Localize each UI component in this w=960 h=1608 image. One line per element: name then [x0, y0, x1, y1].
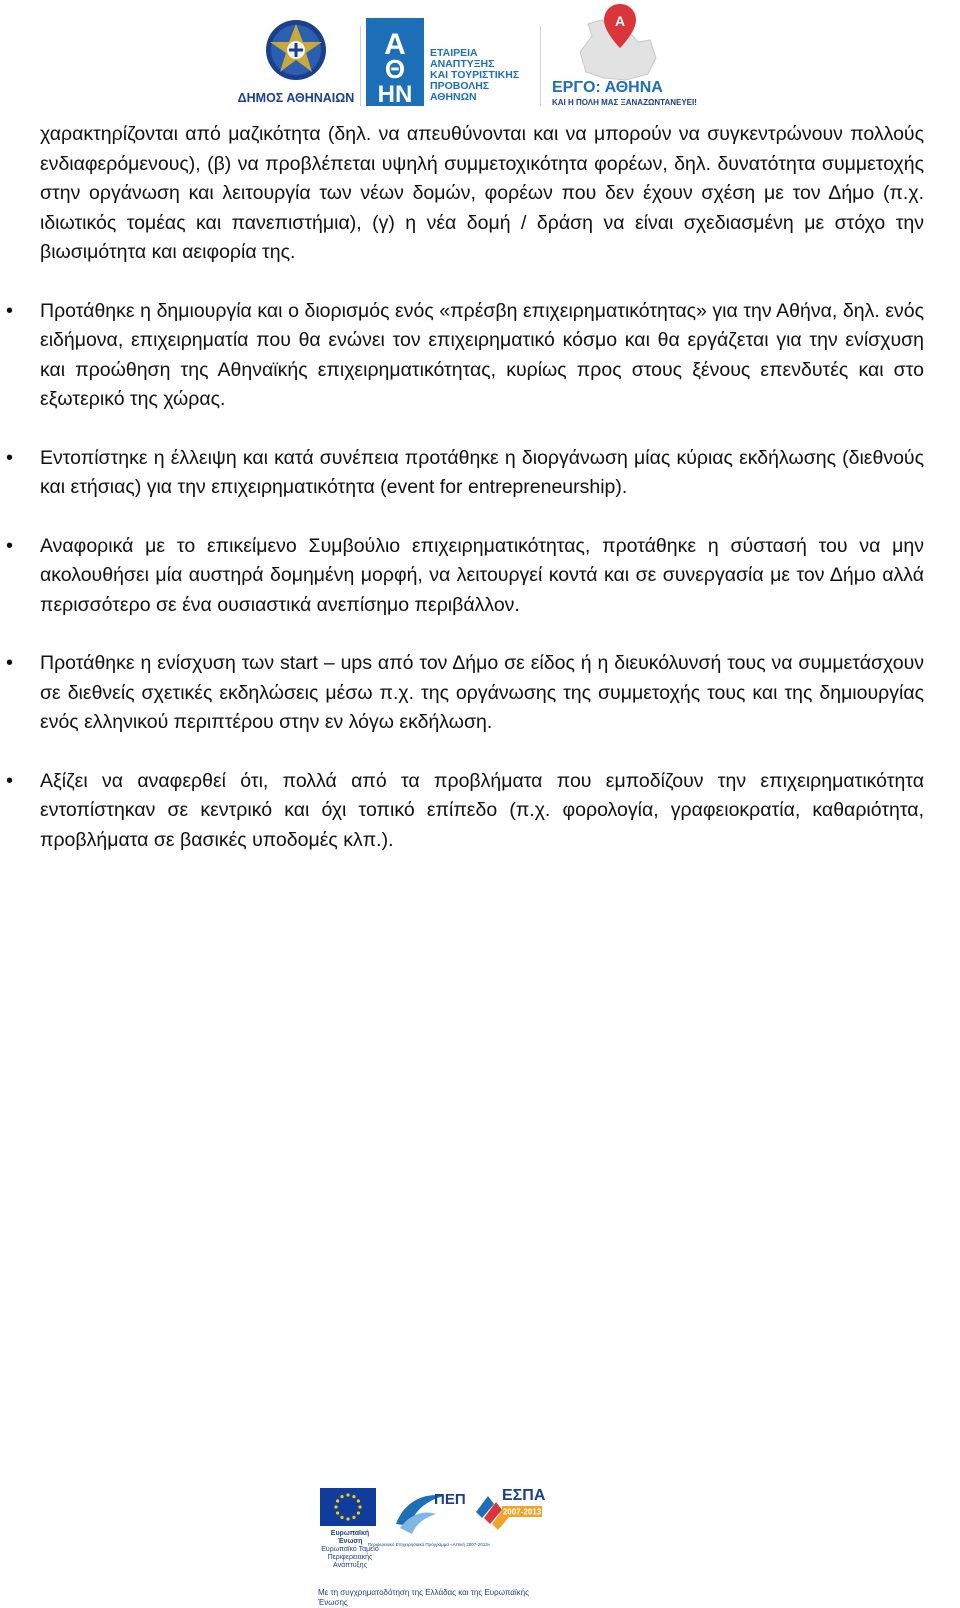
bullet-icon: • [6, 534, 14, 557]
list-item-text: Προτάθηκε η δημιουργία και ο διορισμός ενός «πρέσβη επιχειρηματικότητας» για την Αθήνα, δηλ. ενός ειδήμονα, επιχειρηματία που θα ενώνει τον επιχειρηματικό κόσμο και θα εργάζεται για την ενίσχυση και προώθηση της Αθηναϊκής επιχειρηματικότητας, κυρίως προς στους ξένους επενδυτές και στο εξωτερικό της χώρας. [40, 299, 924, 410]
list-item-text: Αξίζει να αναφερθεί ότι, πολλά από τα προβλήματα που εμποδίζουν την επιχειρηματικότητα εντοπίστηκαν σε κεντρικό και όχι τοπικό επίπεδο (π.χ. φορολογία, γραφειοκρατία, καθαριότητα, προβλήματα σε βασικές υποδομές κλπ.). [40, 769, 924, 851]
athina-line-3: ΚΑΙ ΤΟΥΡΙΣΤΙΚΗΣ [430, 69, 520, 81]
page-footer [0, 1470, 960, 1608]
list-item-text: Προτάθηκε η ενίσχυση των start – ups από τον Δήμο σε είδος ή η διευκόλυνσή τους να συμμετάσχουν σε διεθνείς σχετικές εκδηλώσεις μέσω π.χ. της οργάνωσης της συμμετοχής τους και της δημιουργίας ενός ελληνικού περιπτέρου στην εν λόγω εκδήλωση. [40, 652, 924, 733]
list-item [6, 532, 924, 621]
municipality-of-athens-logo [236, 12, 356, 108]
espa-label: ΕΣΠΑ [502, 1487, 546, 1504]
page-header [0, 0, 960, 112]
athina-line-4: ΠΡΟΒΟΛΗΣ [430, 80, 490, 92]
pep-label: ΠΕΠ [434, 1491, 466, 1508]
bullet-icon: • [6, 769, 14, 792]
bullet-list [6, 297, 924, 856]
athina-line-2: ΑΝΑΠΤΥΞΗΣ [430, 58, 495, 70]
espa-logo [472, 1482, 544, 1542]
eu-flag-icon [320, 1488, 376, 1526]
list-item-text: Εντοπίστηκε η έλλειψη και κατά συνέπεια προτάθηκε η διοργάνωση μίας κύριας εκδήλωσης (διεθνούς και ετήσιας) για την επιχειρηματικότητα (event for entrepreneurship). [40, 446, 924, 498]
eu-caption-title: Ευρωπαϊκή Ένωση [330, 1530, 370, 1545]
ergo-title: ΕΡΓΟ: ΑΘΗΝΑ [552, 79, 663, 96]
intro-paragraph: χαρακτηρίζονται από μαζικότητα (δηλ. να απευθύνονται και να μπορούν να συγκεντρώνουν πολλούς ενδιαφερόμενους), (β) να προβλέπεται υψηλή συμμετοχικότητα φορέων, δηλ. δυνατότητα συμμετοχής στην οργάνωση και λειτουργία των νέων δομών, φορέων που δεν έχουν σχέση με τον Δήμο (π.χ. ιδιωτικός τομέας και πανεπιστήμια), (γ) η νέα δομή / δράση να είναι σχεδιασμένη με στόχο την βιωσιμότητα και αειφορία της. [40, 123, 924, 263]
pep-logo [367, 1484, 491, 1554]
list-item-text: Αναφορικά με το επικείμενο Συμβούλιο επιχειρηματικότητας, προτάθηκε η σύστασή του να μην ακολουθήσει μία αυστηρά δομημένη μορφή, να λειτουργεί κοντά και σε συνεργασία με τον Δήμο αλλά περισσότερο σε ένα ουσιαστικά ανεπίσημο περιβάλλον. [40, 534, 924, 616]
list-item [6, 444, 924, 503]
header-divider [360, 26, 361, 106]
list-item [6, 297, 924, 415]
dimos-label: ΔΗΜΟΣ ΑΘΗΝΑΙΩΝ [237, 91, 355, 105]
bullet-icon: • [6, 299, 14, 322]
svg-text:Α: Α [384, 28, 406, 61]
ergo-slogan: ΚΑΙ Η ΠΟΛΗ ΜΑΣ ΞΑΝΑΖΩΝΤΑΝΕΥΕΙ! [552, 98, 697, 107]
cofinance-note: Με τη συγχρηματοδότηση της Ελλάδας και της Ευρωπαϊκής Ένωσης [318, 1588, 529, 1607]
list-item [6, 767, 924, 856]
espa-years: 2007-2013 [502, 1507, 542, 1517]
athina-line-5: ΑΘΗΝΩΝ [430, 91, 477, 103]
pep-caption: Περιφερειακό Επιχειρησιακό Πρόγραμμα «Αττική 2007-2013» [367, 1542, 491, 1547]
eu-caption [318, 1530, 382, 1570]
eu-fund-caption: Ευρωπαϊκό Ταμείο Περιφερειακής Ανάπτυξης [321, 1546, 379, 1569]
document-body [6, 120, 924, 855]
athens-development-company-logo [366, 14, 531, 108]
list-item [6, 649, 924, 738]
header-divider [540, 26, 541, 106]
svg-text:Θ: Θ [384, 54, 406, 84]
bullet-icon: • [6, 652, 14, 674]
svg-text:Α: Α [614, 13, 626, 29]
svg-text:ΗΝ: ΗΝ [377, 81, 413, 108]
ergo-athina-logo [552, 2, 697, 108]
athina-line-1: ΕΤΑΙΡΕΙΑ [430, 47, 478, 59]
bullet-icon: • [6, 446, 14, 469]
